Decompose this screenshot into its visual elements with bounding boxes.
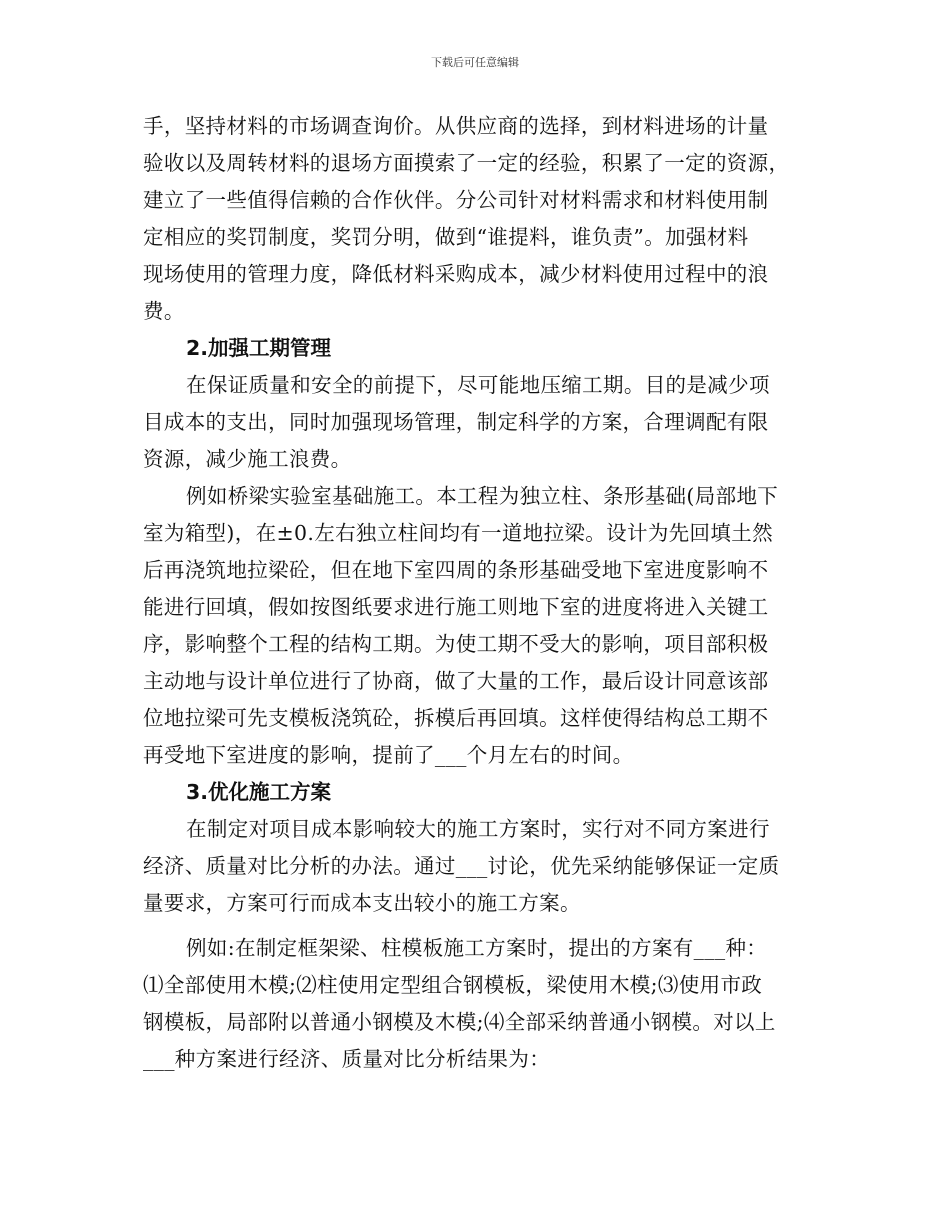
page-header: 下载后可任意编辑: [431, 56, 519, 69]
paragraph-line: 例如:在制定框架梁、柱模板施工方案时，提出的方案有___种：: [186, 936, 768, 960]
paragraph-line: 现场使用的管理力度，降低材料采购成本，减少材料使用过程中的浪: [143, 262, 769, 286]
paragraph-line: 位地拉梁可先支模板浇筑砼，拆模后再回填。这样使得结构总工期不: [143, 706, 769, 730]
paragraph-line: 室为箱型)，在±0.左右独立柱间均有一道地拉梁。设计为先回填土然: [143, 521, 773, 545]
paragraph-gap: [143, 922, 811, 930]
paragraph-line: 验收以及周转材料的退场方面摸索了一定的经验，积累了一定的资源，: [143, 151, 790, 175]
paragraph-line: 量要求，方案可行而成本支出较小的施工方案。: [143, 891, 581, 915]
document-body: [143, 108, 811, 1078]
paragraph-line: 手，坚持材料的市场调查询价。从供应商的选择，到材料进场的计量: [143, 114, 769, 138]
paragraph-line: 定相应的奖罚制度，奖罚分明，做到“谁提料，谁负责”。加强材料: [143, 225, 749, 249]
paragraph-line: 在保证质量和安全的前提下，尽可能地压缩工期。目的是减少项: [186, 373, 770, 397]
paragraph-line: 例如桥梁实验室基础施工。本工程为独立柱、条形基础(局部地下: [186, 484, 779, 508]
paragraph-line: 再受地下室进度的影响，提前了___个月左右的时间。: [143, 743, 634, 767]
paragraph-line: 建立了一些值得信赖的合作伙伴。分公司针对材料需求和材料使用制: [143, 188, 769, 212]
paragraph-line: 钢模板，局部附以普通小钢模及木模;⑷全部采纳普通小钢模。对以上: [143, 1010, 776, 1034]
section-heading-2: 2.加强工期管理: [186, 336, 332, 360]
paragraph-line: 资源，减少施工浪费。: [143, 447, 352, 471]
paragraph-line: 序，影响整个工程的结构工期。为使工期不受大的影响，项目部积极: [143, 632, 769, 656]
paragraph-line: 后再浇筑地拉梁砼，但在地下室四周的条形基础受地下室进度影响不: [143, 558, 769, 582]
paragraph-line: 目成本的支出，同时加强现场管理，制定科学的方案，合理调配有限: [143, 410, 769, 434]
paragraph-line: 在制定对项目成本影响较大的施工方案时，实行对不同方案进行: [186, 817, 770, 841]
paragraph-line: ⑴全部使用木模;⑵柱使用定型组合钢模板，梁使用木模;⑶使用市政: [143, 973, 763, 997]
section-heading-3: 3.优化施工方案: [186, 780, 332, 804]
paragraph-line: 主动地与设计单位进行了协商，做了大量的工作，最后设计同意该部: [143, 669, 769, 693]
paragraph-line: 费。: [143, 299, 185, 323]
paragraph-line: 能进行回填，假如按图纸要求进行施工则地下室的进度将进入关键工: [143, 595, 769, 619]
paragraph-line: 经济、质量对比分析的办法。通过___讨论，优先采纳能够保证一定质: [143, 854, 780, 878]
paragraph-line: ___种方案进行经济、质量对比分析结果为：: [143, 1047, 551, 1071]
